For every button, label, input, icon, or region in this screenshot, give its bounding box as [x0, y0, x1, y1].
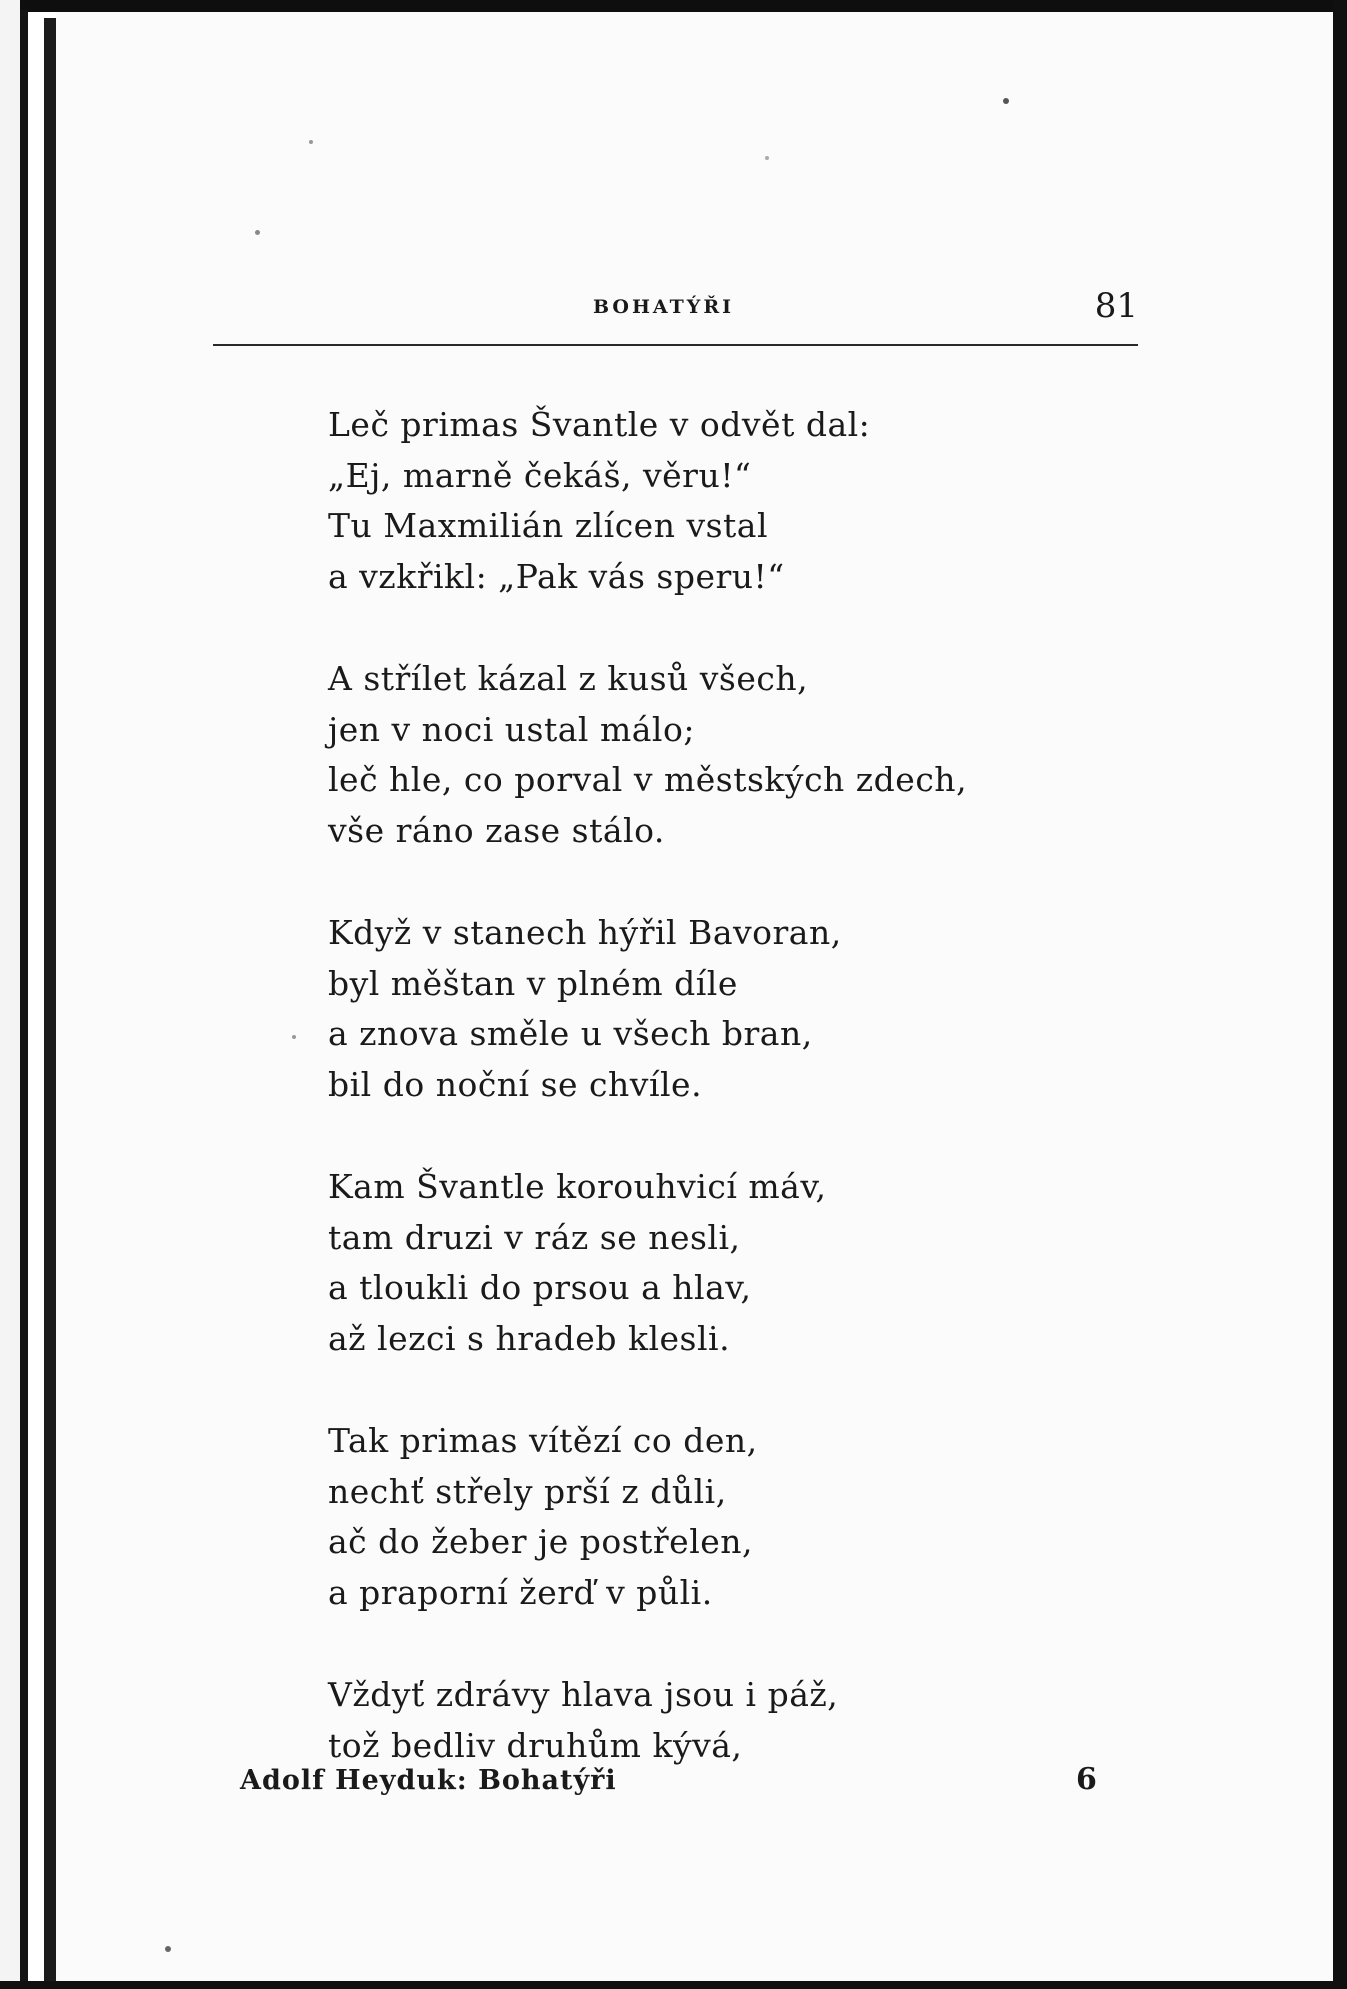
poem-line: a praporní žerď v půli.	[328, 1572, 713, 1612]
stanza	[328, 908, 1128, 1110]
poem-line: vše ráno zase stálo.	[328, 810, 665, 850]
sheet-number: 6	[1076, 1762, 1097, 1797]
poem-line: jen v noci ustal málo;	[328, 709, 695, 749]
poem-line: bil do noční se chvíle.	[328, 1064, 703, 1104]
poem-line: „Ej, marně čekáš, věru!“	[328, 455, 752, 495]
signature-mark: Adolf Heyduk: Bohatýři	[240, 1765, 617, 1796]
poem-line: a tloukli do prsou a hlav,	[328, 1268, 752, 1307]
header-rule	[213, 344, 1138, 346]
poem-line: A střílet kázal z kusů všech,	[328, 659, 809, 698]
poem-body	[328, 400, 1128, 1823]
poem-line: Když v stanech hýřil Bavoran,	[328, 913, 842, 952]
scan-binding-shadow	[20, 10, 28, 1985]
dust-speck	[309, 140, 313, 144]
running-title: BOHATÝŘI	[593, 296, 734, 318]
poem-line: Tak primas vítězí co den,	[328, 1421, 758, 1460]
scan-page-edge	[44, 18, 56, 1983]
dust-speck	[292, 1035, 296, 1039]
poem-line: ač do žeber je postřelen,	[328, 1522, 754, 1561]
page-number: 81	[1094, 286, 1138, 326]
stanza	[328, 400, 1128, 602]
scan-edge-bottom	[0, 1981, 1347, 1989]
scan-edge-right	[1333, 0, 1347, 1989]
dust-speck	[765, 156, 769, 160]
dust-speck	[255, 230, 260, 235]
stanza	[328, 654, 1128, 856]
page-header	[213, 282, 1138, 342]
poem-line: Tu Maxmilián zlícen vstal	[328, 506, 769, 545]
poem-line: tam druzi v ráz se nesli,	[328, 1217, 741, 1257]
dust-speck	[165, 1946, 171, 1952]
poem-line: byl měštan v plném díle	[328, 963, 738, 1003]
poem-line: a vzkřikl: „Pak vás speru!“	[328, 556, 785, 596]
poem-line: a znova směle u všech bran,	[328, 1014, 813, 1053]
dust-speck	[1003, 98, 1009, 104]
stanza	[328, 1162, 1128, 1364]
poem-line: Vždyť zdrávy hlava jsou i páž,	[328, 1675, 839, 1714]
stanza	[328, 1670, 1128, 1771]
scan-edge-left	[0, 0, 20, 1989]
poem-line: tož bedliv druhům kývá,	[328, 1725, 743, 1765]
poem-line: Leč primas Švantle v odvět dal:	[328, 405, 871, 444]
poem-line: až lezci s hradeb klesli.	[328, 1318, 731, 1358]
stanza	[328, 1416, 1128, 1618]
scan-edge-top	[0, 0, 1347, 12]
poem-line: leč hle, co porval v městských zdech,	[328, 760, 968, 799]
poem-line: nechť střely prší z důli,	[328, 1471, 727, 1511]
poem-line: Kam Švantle korouhvicí máv,	[328, 1167, 827, 1206]
